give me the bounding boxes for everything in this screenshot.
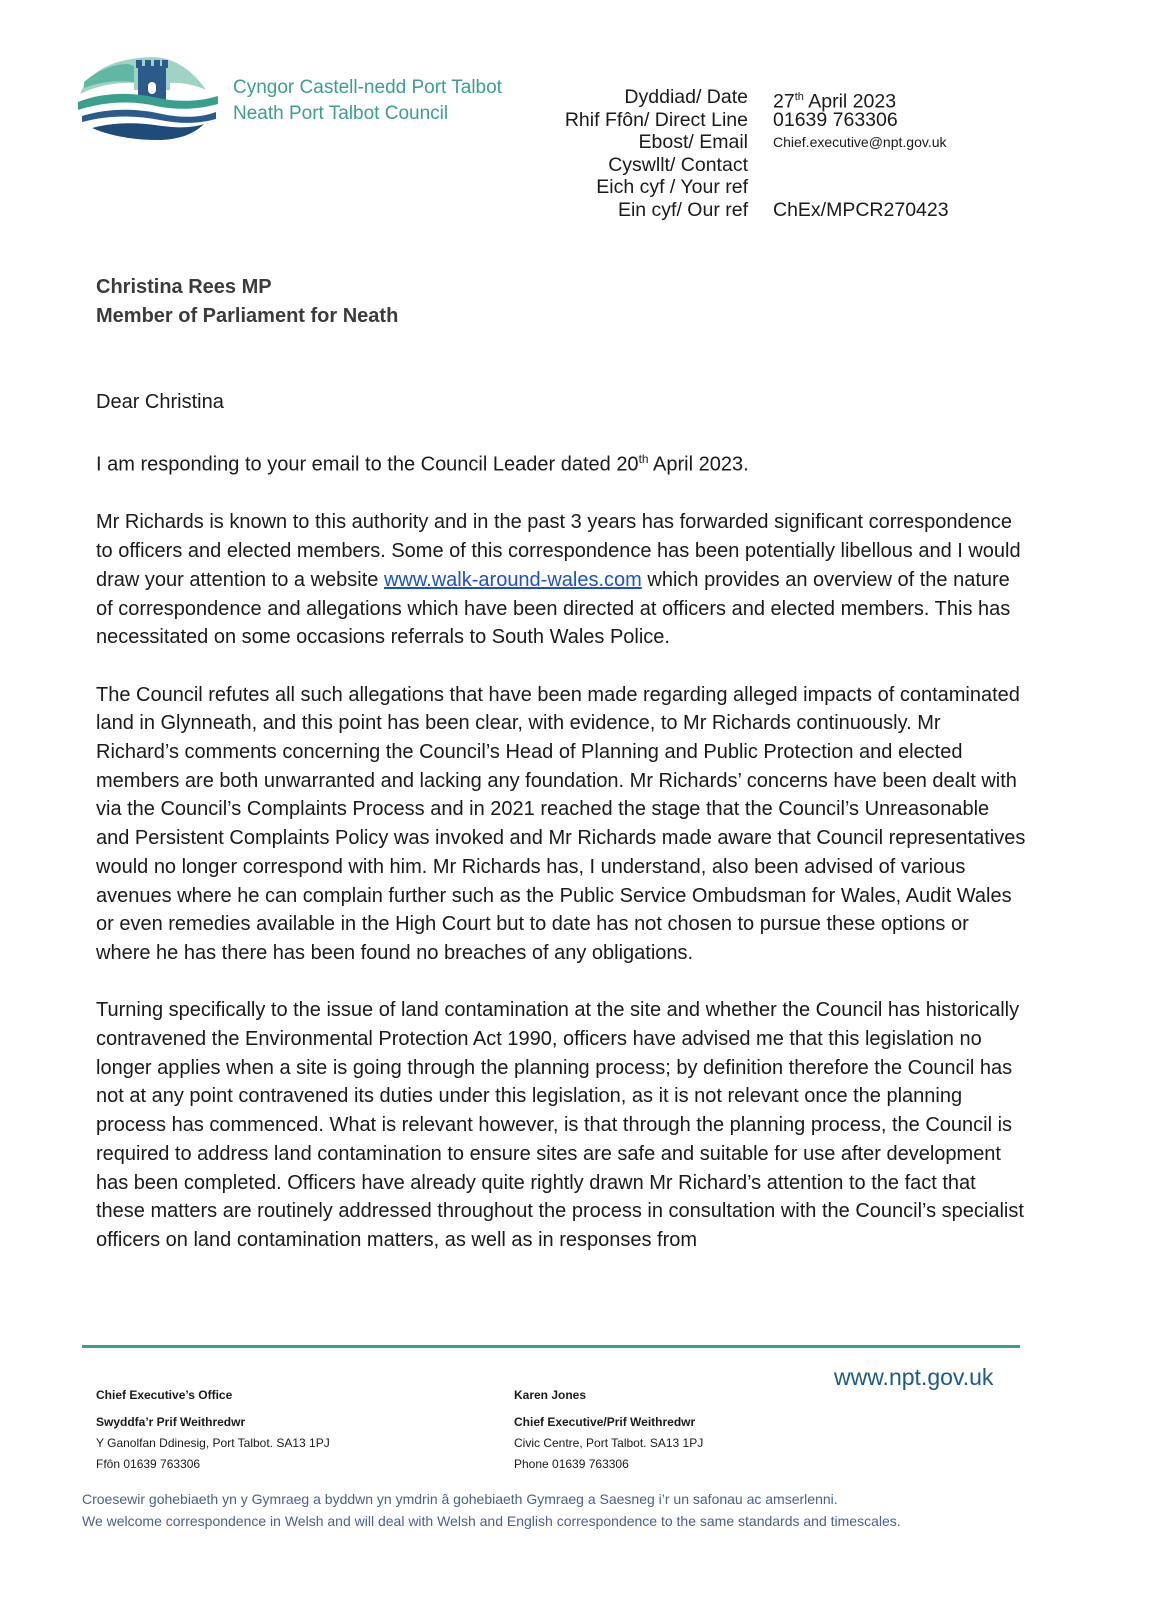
- recipient-title: Member of Parliament for Neath: [96, 305, 399, 327]
- footer-office-address: Y Ganolfan Ddinesig, Port Talbot. SA13 1PJ: [96, 1436, 330, 1450]
- paragraph-2: Mr Richards is known to this authority and in the past 3 years has forwarded significant correspondence to officers and elected members. Some of this correspondence has been potentially libellous and I would draw your attention to a website www.walk-around-wales.com which provides an overview of the nature of correspondence and allegations which have been directed at officers and elected members. This has necessitated on some occasions referrals to South Wales Police.: [96, 511, 1021, 649]
- footer-chief-address: Civic Centre, Port Talbot. SA13 1PJ: [514, 1436, 704, 1450]
- paragraph-3: The Council refutes all such allegations that have been made regarding alleged impacts of contaminated land in Glynneath, and this point has been clear, with evidence, to Mr Richards continuously. Mr Richard’s comments concerning the Council’s Head of Planning and Public Protection and elected members are both unwarranted and lacking any foundation. Mr Richards’ concerns have been dealt with via the Council’s Complaints Process and in 2021 reached the stage that the Council’s Unreasonable and Persistent Complaints Policy was invoked and Mr Richards made aware that Council representatives would no longer correspond with him. Mr Richards has, I understand, also been advised of various avenues where he can complain further such as the Public Service Ombudsman for Wales, Audit Wales or even remedies available in the High Court but to date has not chosen to pursue these options or where he has there has been found no breaches of any obligations.: [96, 683, 1026, 964]
- council-name-block: [233, 75, 502, 127]
- our-ref-label: Ein cyf/ Our ref: [617, 198, 748, 221]
- council-name-welsh: Cyngor Castell-nedd Port Talbot: [233, 77, 502, 98]
- our-ref-value: ChEx/MPCR270423: [773, 198, 949, 221]
- phone-value: 01639 763306: [773, 108, 898, 131]
- council-name-english: Neath Port Talbot Council: [233, 103, 449, 124]
- footer-chief-title: Chief Executive/Prif Weithredwr: [514, 1415, 696, 1429]
- contact-row: [530, 154, 949, 177]
- language-notice-welsh: Croesewir gohebiaeth yn y Gymraeg a byddwn yn ymdrin â gohebiaeth Gymraeg a Saesneg i’r un safonau ac amserlenni.: [82, 1491, 838, 1507]
- email-value[interactable]: Chief.executive@npt.gov.uk: [773, 134, 947, 151]
- email-row: [530, 131, 949, 154]
- letter-body: [96, 388, 1026, 1283]
- footer-office-block: [96, 1385, 330, 1475]
- reference-block: [530, 86, 949, 222]
- phone-label: Rhif Ffôn/ Direct Line: [564, 108, 748, 131]
- footer-chief-block: [514, 1385, 703, 1475]
- footer-chief-phone: Phone 01639 763306: [514, 1457, 629, 1471]
- language-notice-english: We welcome correspondence in Welsh and will deal with Welsh and English correspondence to the same standards and timescales.: [82, 1513, 901, 1529]
- your-ref-row: [530, 176, 949, 199]
- walk-around-wales-link[interactable]: www.walk-around-wales.com: [383, 568, 642, 591]
- date-label: Dyddiad/ Date: [624, 86, 748, 108]
- contact-label: Cyswllt/ Contact: [608, 153, 748, 176]
- paragraph-4: Turning specifically to the issue of land contamination at the site and whether the Council has historically contravened the Environmental Protection Act 1990, officers have advised me that this legislation no longer applies when a site is going through the planning process; by definition therefore the Council has not at any point contravened its duties under this legislation, as it is not relevant once the planning process has commenced. What is relevant however, is that through the planning process, the Council is required to address land contamination to ensure sites are safe and suitable for use after development has been completed. Officers have already quite rightly drawn Mr Richard’s attention to the fact that these matters are routinely addressed throughout the process in consultation with the Council’s specialist officers on land contamination matters, as well as in responses from: [96, 999, 1024, 1251]
- footer-divider: [82, 1345, 1020, 1348]
- phone-row: [530, 109, 949, 132]
- recipient-name: Christina Rees MP: [96, 276, 272, 298]
- footer-office-heading-welsh: Swyddfa’r Prif Weithredwr: [96, 1415, 246, 1429]
- language-notice: [82, 1488, 901, 1532]
- footer-office-heading: Chief Executive’s Office: [96, 1388, 233, 1402]
- paragraph-1: I am responding to your email to the Council Leader dated 20th April 2023.: [96, 452, 749, 477]
- our-ref-row: [530, 199, 949, 222]
- footer-website-link[interactable]: www.npt.gov.uk: [834, 1364, 994, 1390]
- recipient-block: [96, 273, 398, 331]
- footer-chief-name: Karen Jones: [514, 1388, 587, 1402]
- email-label: Ebost/ Email: [638, 131, 748, 154]
- date-value: 27th April 2023: [773, 90, 897, 113]
- footer-office-phone: Ffôn 01639 763306: [96, 1457, 201, 1471]
- salutation: Dear Christina: [96, 391, 224, 413]
- council-logo-icon: [78, 52, 218, 142]
- your-ref-label: Eich cyf / Your ref: [596, 176, 748, 199]
- date-row: [530, 86, 949, 113]
